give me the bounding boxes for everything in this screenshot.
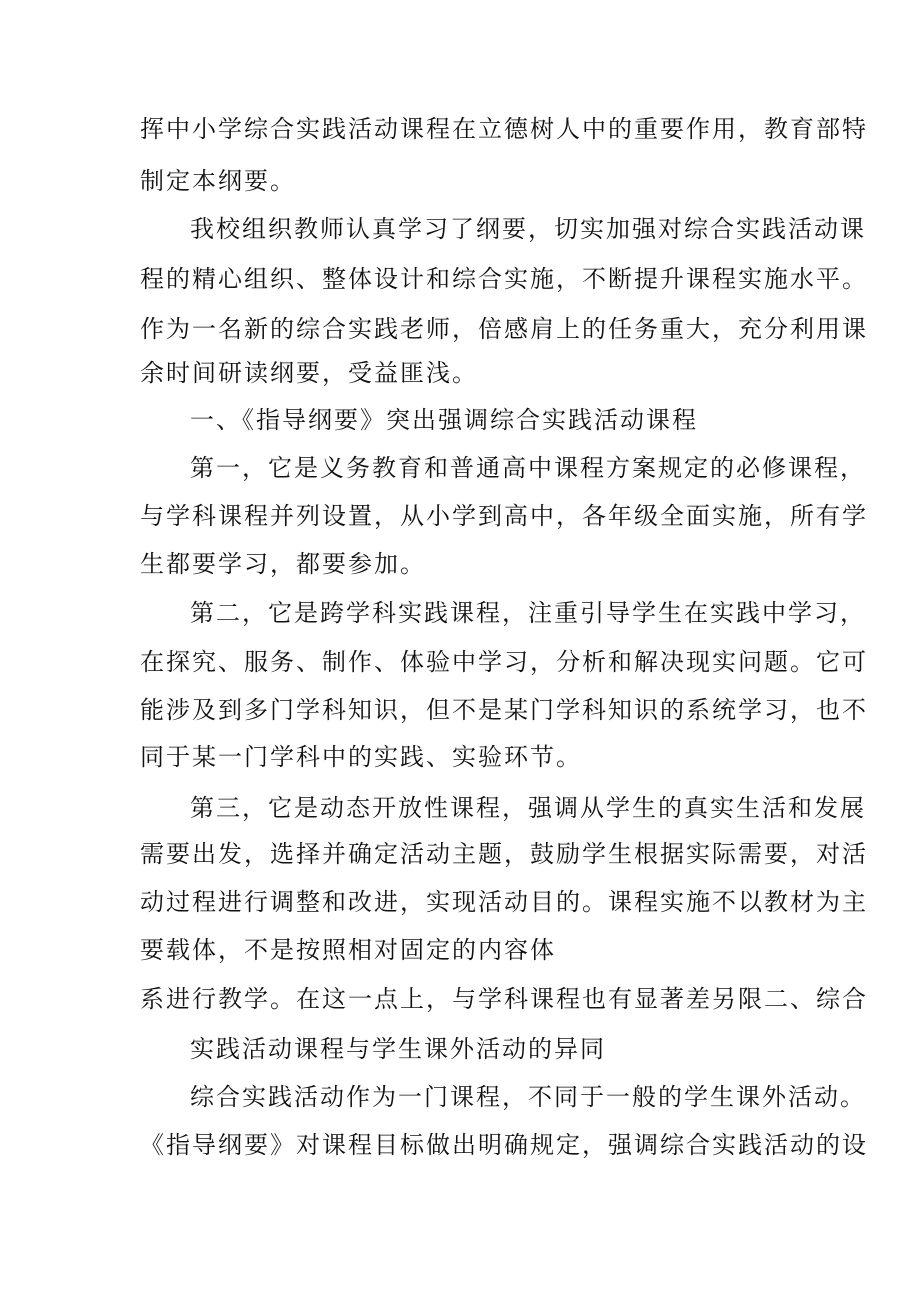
text-line: 在探究、服务、制作、体验中学习，分析和解决现实问题。它可 — [140, 648, 868, 676]
text-line: 同于某一门学科中的实践、实验环节。 — [140, 743, 582, 771]
text-line: 《指导纲要》对课程目标做出明确规定，强调综合实践活动的设 — [140, 1131, 868, 1159]
section-heading: 一、《指导纲要》突出强调综合实践活动课程 — [190, 406, 698, 434]
text-line: 第一，它是义务教育和普通高中课程方案规定的必修课程， — [190, 454, 866, 482]
text-line: 我校组织教师认真学习了纲要，切实加强对综合实践活动课 — [190, 215, 866, 243]
text-line: 第二，它是跨学科实践课程，注重引导学生在实践中学习， — [190, 599, 866, 627]
section-heading: 实践活动课程与学生课外活动的异同 — [190, 1035, 606, 1063]
text-line: 程的精心组织、整体设计和综合实施，不断提升课程实施水平。 — [140, 265, 868, 293]
text-line: 系进行教学。在这一点上，与学科课程也有显著差另限二、综合 — [140, 985, 868, 1013]
text-line: 综合实践活动作为一门课程，不同于一般的学生课外活动。 — [190, 1083, 866, 1111]
text-line: 能涉及到多门学科知识，但不是某门学科知识的系统学习，也不 — [140, 696, 868, 724]
text-line: 与学科课程并列设置，从小学到高中，各年级全面实施，所有学 — [140, 502, 868, 530]
text-line: 第三，它是动态开放性课程，强调从学生的真实生活和发展 — [190, 794, 866, 822]
text-line: 需要出发，选择并确定活动主题，鼓励学生根据实际需要，对活 — [140, 840, 868, 868]
text-line: 生都要学习，都要参加。 — [140, 550, 426, 578]
text-line: 要载体，不是按照相对固定的内容体 — [140, 936, 556, 964]
text-line: 余时间研读纲要，受益匪浅。 — [140, 359, 478, 387]
text-line: 作为一名新的综合实践老师，倍感肩上的任务重大，充分利用课 — [140, 315, 868, 343]
text-line: 动过程进行调整和改进，实现活动目的。课程实施不以教材为主 — [140, 888, 868, 916]
text-line: 挥中小学综合实践活动课程在立德树人中的重要作用，教育部特 — [140, 115, 868, 143]
text-line: 制定本纲要。 — [140, 167, 296, 195]
